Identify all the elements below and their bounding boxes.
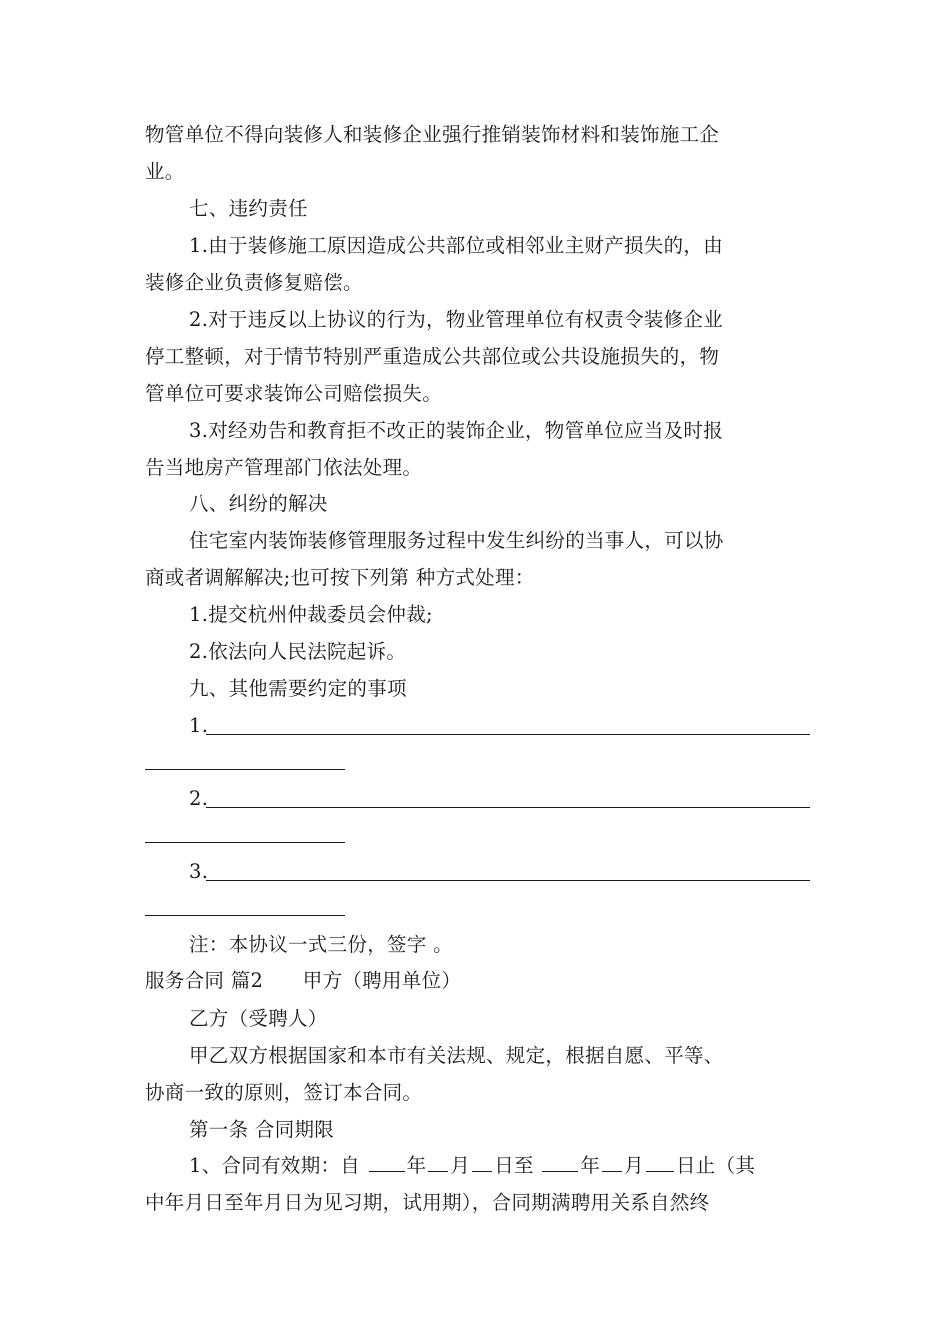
paragraph-line: 协商一致的原则，签订本合同。: [145, 1081, 423, 1104]
text-run: 年: [580, 1154, 601, 1177]
text-run: 日至: [494, 1154, 541, 1177]
text-run: 年: [406, 1154, 427, 1177]
blank-item-number: 1.: [189, 714, 209, 737]
blank-item-number: 2.: [189, 787, 209, 810]
paragraph-line: 1.提交杭州仲裁委员会仲裁;: [189, 603, 433, 626]
section-heading: 八、纠纷的解决: [189, 492, 328, 515]
paragraph-line: 2.依法向人民法院起诉。: [189, 640, 407, 663]
section-heading: 第一条 合同期限: [189, 1118, 335, 1141]
fill-in-blank[interactable]: [646, 1153, 674, 1172]
paragraph-line: 告当地房产管理部门依法处理。: [145, 456, 423, 479]
fill-in-blank[interactable]: [145, 769, 345, 770]
fill-in-blank[interactable]: [602, 1153, 622, 1172]
fill-in-blank[interactable]: [145, 842, 345, 843]
fill-in-blank[interactable]: [369, 1153, 405, 1172]
fill-in-blank[interactable]: [206, 880, 810, 881]
section-heading: 七、违约责任: [189, 197, 308, 220]
section-heading: 服务合同 篇2 甲方（聘用单位）: [145, 969, 462, 992]
paragraph-line: 业。: [145, 160, 185, 183]
fill-in-blank[interactable]: [206, 807, 810, 808]
paragraph-line: [189, 1153, 810, 1179]
section-heading: 九、其他需要约定的事项: [189, 677, 407, 700]
note-line: 注：本协议一式三份，签字 。: [189, 933, 453, 956]
paragraph-line: 中年月日至年月日为见习期，试用期），合同期满聘用关系自然终: [145, 1191, 710, 1214]
paragraph-line: 2.对于违反以上协议的行为，物业管理单位有权责令装修企业: [189, 308, 724, 331]
paragraph-line: 物管单位不得向装修人和装修企业强行推销装饰材料和装饰施工企: [145, 123, 720, 146]
paragraph-line: 甲乙双方根据国家和本市有关法规、规定，根据自愿、平等、: [189, 1044, 724, 1067]
blank-item-number: 3.: [189, 860, 209, 883]
fill-in-blank[interactable]: [428, 1153, 448, 1172]
paragraph-line: 停工整顿，对于情节特别严重造成公共部位或公共设施损失的，物: [145, 345, 720, 368]
paragraph-line: 乙方（受聘人）: [189, 1007, 328, 1030]
text-run: 月: [624, 1154, 644, 1177]
fill-in-blank[interactable]: [206, 734, 810, 735]
text-run: 月: [450, 1154, 471, 1177]
fill-in-blank[interactable]: [145, 915, 345, 916]
text-run: 1、合同有效期：自: [189, 1154, 367, 1177]
paragraph-line: 管单位可要求装饰公司赔偿损失。: [145, 382, 443, 405]
paragraph-line: 3.对经劝告和教育拒不改正的装饰企业，物管单位应当及时报: [189, 419, 724, 442]
text-run: 日止（其: [675, 1154, 756, 1177]
paragraph-line: 1.由于装修施工原因造成公共部位或相邻业主财产损失的，由: [189, 234, 724, 257]
fill-in-blank[interactable]: [542, 1153, 578, 1172]
fill-in-blank[interactable]: [472, 1153, 492, 1172]
paragraph-line: 装修企业负责修复赔偿。: [145, 271, 363, 294]
paragraph-line: 商或者调解解决;也可按下列第 种方式处理：: [145, 566, 535, 589]
paragraph-line: 住宅室内装饰装修管理服务过程中发生纠纷的当事人，可以协: [189, 529, 724, 552]
